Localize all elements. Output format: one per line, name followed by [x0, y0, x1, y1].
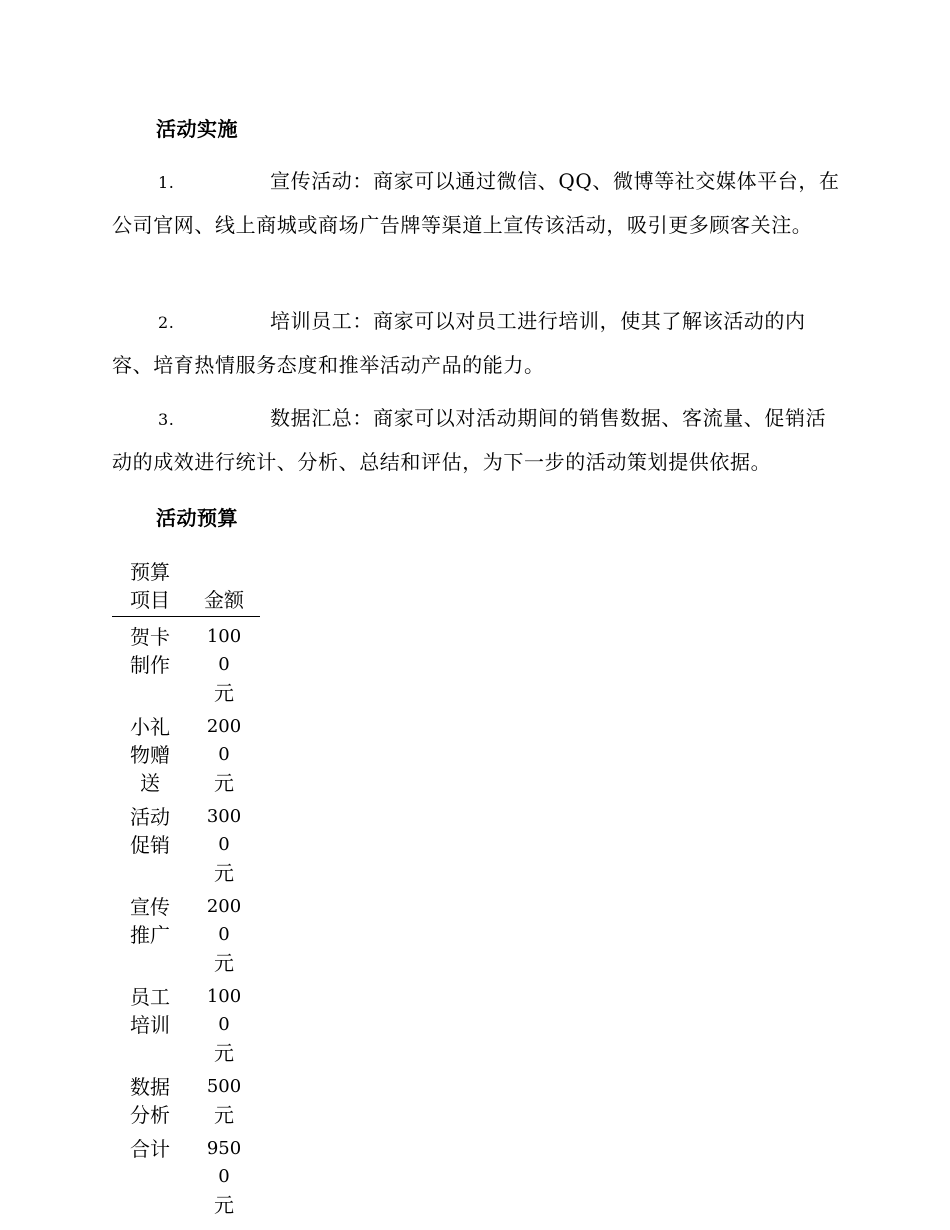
table-row: [112, 797, 260, 887]
table-row: [112, 887, 260, 977]
cell-amount: 3000 元: [206, 806, 242, 885]
cell-amount: 1000 元: [206, 626, 242, 705]
budget-table: [112, 558, 260, 1219]
item-number: 3.: [158, 410, 175, 429]
cell-item: 小礼物赠送: [130, 715, 170, 795]
cell-item: 数据分析: [130, 1075, 170, 1127]
cell-item: 贺卡制作: [130, 625, 170, 677]
table-row: [112, 1067, 260, 1129]
cell-item: 活动促销: [130, 805, 170, 857]
implementation-item-3: [112, 397, 840, 483]
item-number: 2.: [158, 313, 175, 332]
cell-amount: 2000 元: [206, 716, 242, 795]
implementation-item-2: [112, 300, 840, 386]
cell-amount: 2000 元: [206, 896, 242, 975]
cell-item: 员工培训: [130, 985, 170, 1037]
cell-amount: 1000 元: [206, 986, 242, 1065]
item-text: 数据汇总：商家可以对活动期间的销售数据、客流量、促销活动的成效进行统计、分析、总结和评估，为下一步的活动策划提供依据。: [112, 406, 827, 474]
table-row: [112, 977, 260, 1067]
cell-amount: 500 元: [206, 1076, 242, 1127]
item-text: 宣传活动：商家可以通过微信、QQ、微博等社交媒体平台，在公司官网、线上商城或商场广告牌等渠道上宣传该活动，吸引更多顾客关注。: [112, 169, 840, 237]
table-row: [112, 707, 260, 797]
header-budget-item: 预算项目: [112, 558, 188, 617]
table-row: [112, 617, 260, 708]
implementation-heading: 活动实施: [156, 117, 238, 141]
header-amount: 金额: [188, 558, 260, 617]
item-number: 1.: [158, 173, 175, 192]
implementation-item-1: [112, 160, 840, 246]
table-header-row: [112, 558, 260, 617]
cell-item: 合计: [130, 1137, 170, 1161]
table-row-total: [112, 1129, 260, 1219]
cell-amount: 9500 元: [206, 1138, 242, 1217]
cell-item: 宣传推广: [130, 895, 170, 947]
budget-heading: 活动预算: [156, 506, 238, 530]
item-text: 培训员工：商家可以对员工进行培训，使其了解该活动的内容、培育热情服务态度和推举活动产品的能力。: [112, 309, 806, 377]
